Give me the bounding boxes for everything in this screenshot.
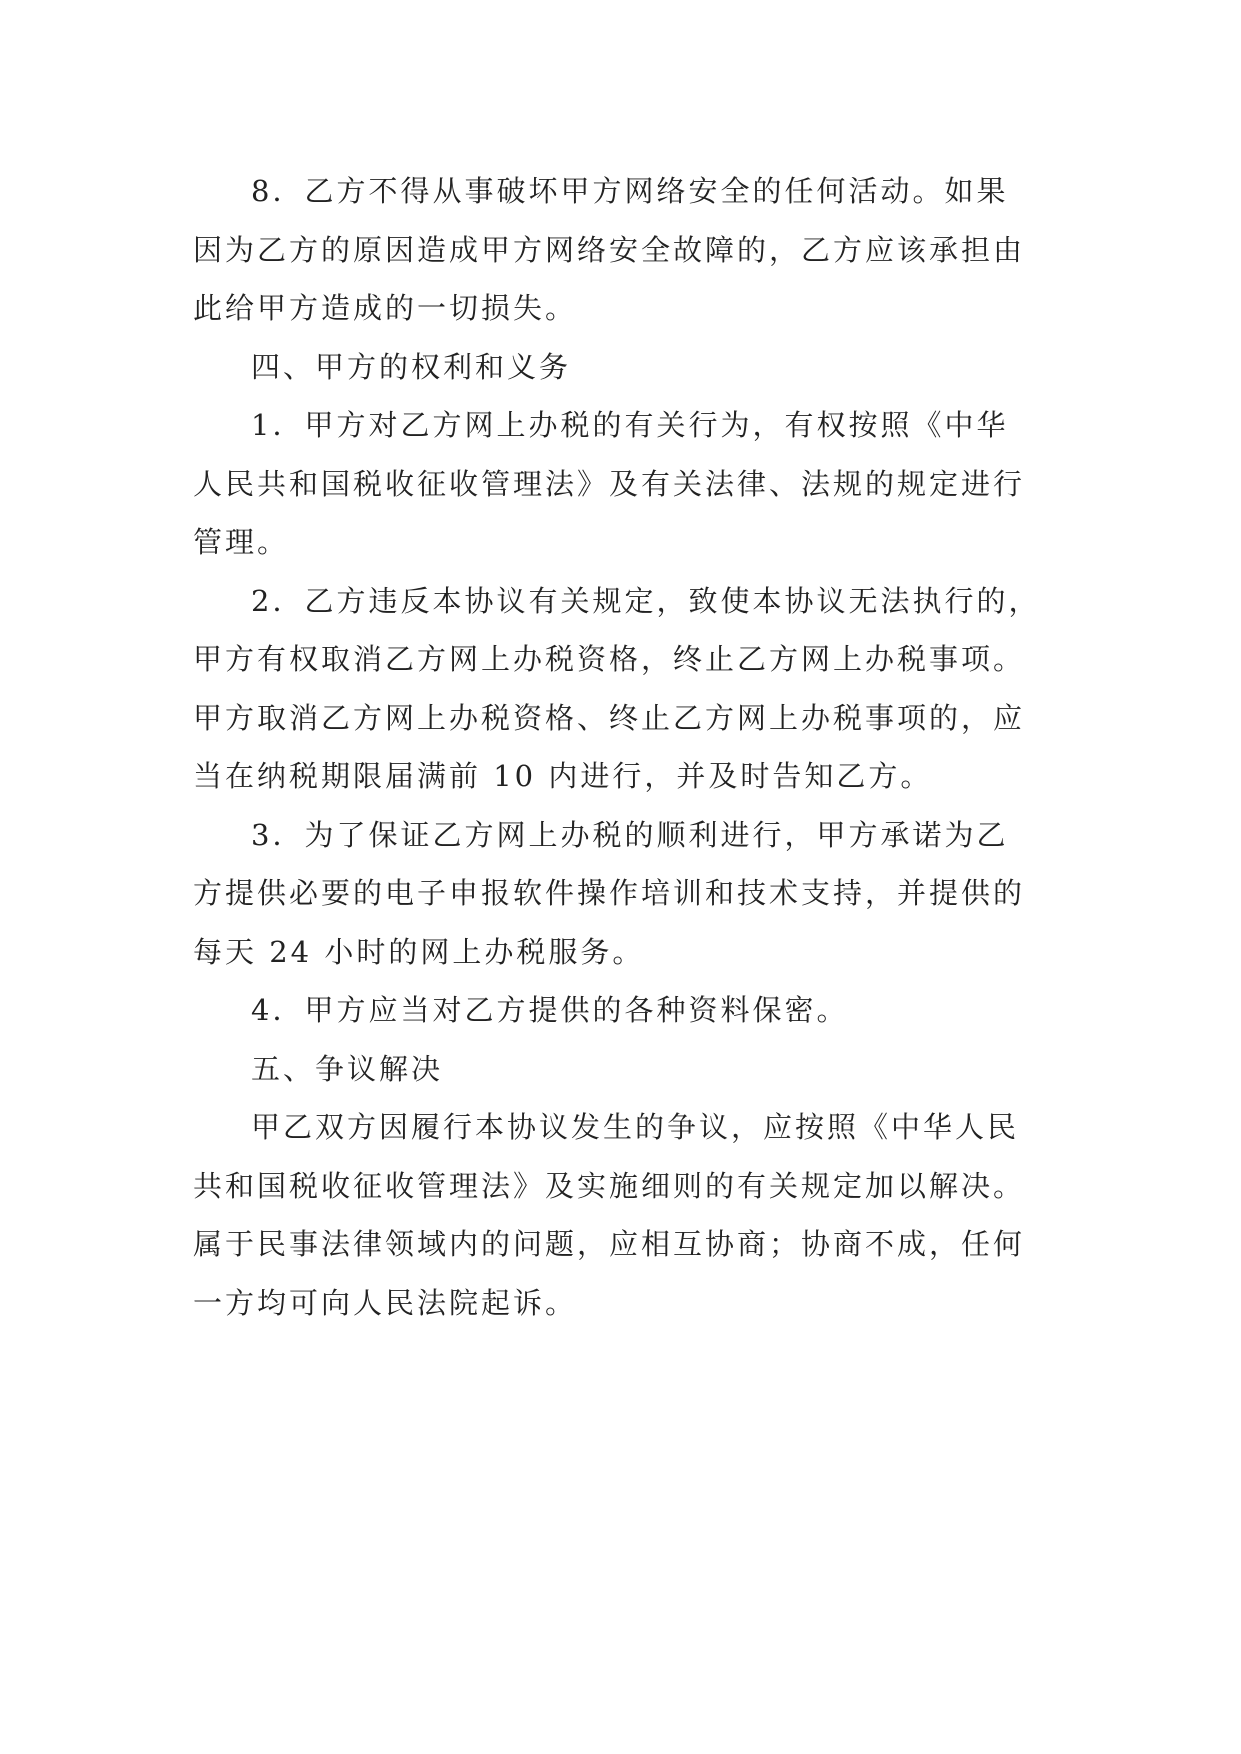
text-line: 人民共和国税收征收管理法》及有关法律、法规的规定进行 xyxy=(193,466,1026,501)
heading-text: 四、甲方的权利和义务 xyxy=(251,349,572,384)
text-line: 管理。 xyxy=(193,525,290,559)
text-line: 甲方取消乙方网上办税资格、终止乙方网上办税事项的，应 xyxy=(193,700,1026,735)
text-line: 8．乙方不得从事破坏甲方网络安全的任何活动。如果 xyxy=(251,174,1009,208)
text-line: 1．甲方对乙方网上办税的有关行为，有权按照《中华 xyxy=(251,408,1009,442)
section-heading-party-a-rights xyxy=(193,338,1049,397)
paragraph-dispute xyxy=(193,1098,1049,1332)
section-heading-dispute-resolution xyxy=(193,1040,1049,1099)
text-line: 甲方有权取消乙方网上办税资格，终止乙方网上办税事项。 xyxy=(193,642,1026,676)
text-line: 2．乙方违反本协议有关规定，致使本协议无法执行的， xyxy=(251,583,1041,618)
text-line: 方提供必要的电子申报软件操作培训和技术支持，并提供的 xyxy=(193,876,1026,910)
heading-text: 五、争议解决 xyxy=(251,1051,444,1086)
text-line: 共和国税收征收管理法》及实施细则的有关规定加以解决。 xyxy=(193,1168,1026,1203)
paragraph-a-clause-1 xyxy=(193,396,1049,572)
text-line: 3．为了保证乙方网上办税的顺利进行，甲方承诺为乙 xyxy=(251,817,1009,852)
text-line: 因为乙方的原因造成甲方网络安全故障的，乙方应该承担由 xyxy=(193,232,1026,267)
document-body xyxy=(193,162,1049,1332)
text-line: 甲乙双方因履行本协议发生的争议，应按照《中华人民 xyxy=(251,1110,1020,1144)
text-line: 当在纳税期限届满前 10 内进行，并及时告知乙方。 xyxy=(193,759,933,793)
text-line: 此给甲方造成的一切损失。 xyxy=(193,291,578,325)
paragraph-clause-8 xyxy=(193,162,1049,338)
text-line: 4．甲方应当对乙方提供的各种资料保密。 xyxy=(251,993,849,1027)
paragraph-a-clause-2 xyxy=(193,572,1049,806)
text-line: 一方均可向人民法院起诉。 xyxy=(193,1285,578,1320)
text-line: 每天 24 小时的网上办税服务。 xyxy=(193,934,645,969)
paragraph-a-clause-4 xyxy=(193,981,1049,1040)
text-line: 属于民事法律领域内的问题，应相互协商；协商不成，任何 xyxy=(193,1227,1026,1261)
paragraph-a-clause-3 xyxy=(193,806,1049,982)
